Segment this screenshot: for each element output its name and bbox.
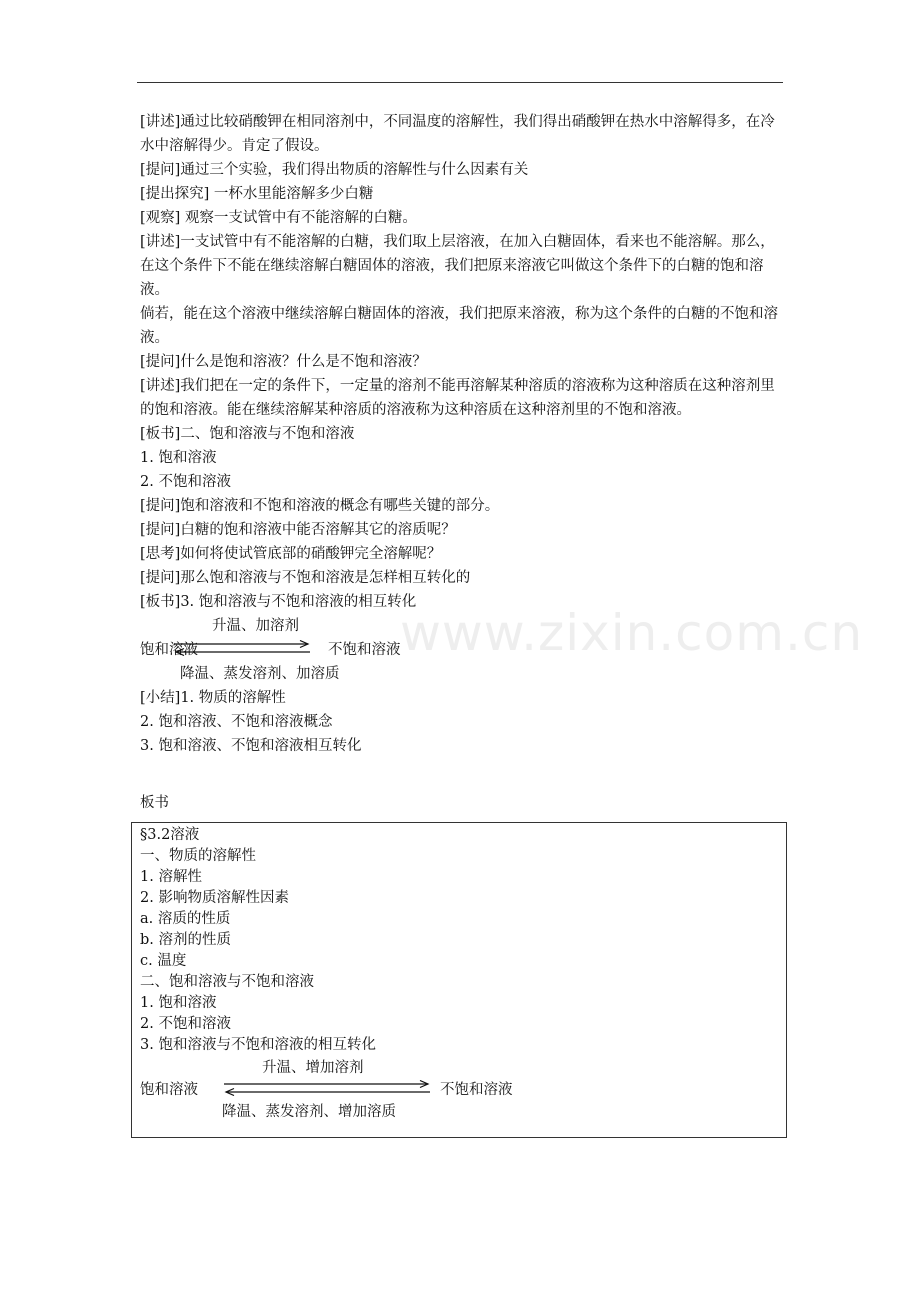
paragraph: [提问]通过三个实验，我们得出物质的溶解性与什么因素有关 xyxy=(140,162,529,178)
board-line: §3.2溶液 xyxy=(140,827,200,843)
paragraph: [提出探究] 一杯水里能溶解多少白糖 xyxy=(140,186,374,202)
paragraph: [观察] 观察一支试管中有不能溶解的白糖。 xyxy=(140,210,417,226)
summary-line: 2. 饱和溶液、不饱和溶液概念 xyxy=(140,714,333,730)
watermark: www.zixin.com.cn xyxy=(400,604,864,662)
board-line: 二、饱和溶液与不饱和溶液 xyxy=(140,974,314,990)
paragraph: [讲述]通过比较硝酸钾在相同溶剂中，不同温度的溶解性，我们得出硝酸钾在热水中溶解得多，在冷水中溶解得少。肯定了假设。 xyxy=(140,114,775,154)
paragraph: 倘若，能在这个溶液中继续溶解白糖固体的溶液，我们把原来溶液，称为这个条件的白糖的不饱和溶液。 xyxy=(140,306,778,346)
board-line: 1. 饱和溶液 xyxy=(140,995,217,1011)
lesson-content xyxy=(140,110,785,758)
board-line: c. 温度 xyxy=(140,953,187,969)
board-line: 2. 影响物质溶解性因素 xyxy=(140,890,289,906)
double-arrow-icon xyxy=(222,1080,432,1096)
paragraph: 2. 不饱和溶液 xyxy=(140,474,231,490)
board-heading: 板书 xyxy=(140,795,169,811)
board-line: 一、物质的溶解性 xyxy=(140,848,256,864)
board-conversion-left-label: 饱和溶液 xyxy=(140,1082,198,1098)
paragraph: [提问]白糖的饱和溶液中能否溶解其它的溶质呢？ xyxy=(140,522,456,538)
board-content xyxy=(140,825,740,1128)
paragraph: 1. 饱和溶液 xyxy=(140,450,217,466)
board-box xyxy=(131,822,787,1138)
paragraph: [板书]二、饱和溶液与不饱和溶液 xyxy=(140,426,355,442)
summary-line: [小结]1. 物质的溶解性 xyxy=(140,690,286,706)
paragraph: [板书]3. 饱和溶液与不饱和溶液的相互转化 xyxy=(140,594,417,610)
board-conversion-diagram xyxy=(140,1056,740,1128)
paragraph: [提问]什么是饱和溶液？什么是不饱和溶液？ xyxy=(140,354,427,370)
board-conversion-right-label: 不饱和溶液 xyxy=(440,1082,513,1098)
conversion-up-label: 升温、加溶剂 xyxy=(212,618,299,634)
board-line: 1. 溶解性 xyxy=(140,869,202,885)
paragraph: [思考]如何将使试管底部的硝酸钾完全溶解呢？ xyxy=(140,546,442,562)
double-arrow-icon xyxy=(172,640,312,656)
conversion-down-label: 降温、蒸发溶剂、加溶质 xyxy=(180,666,340,682)
paragraph: [提问]饱和溶液和不饱和溶液的概念有哪些关键的部分。 xyxy=(140,498,500,514)
paragraph: [讲述]我们把在一定的条件下，一定量的溶剂不能再溶解某种溶质的溶液称为这种溶质在这种溶剂里的饱和溶液。能在继续溶解某种溶质的溶液称为这种溶质在这种溶剂里的不饱和溶液。 xyxy=(140,378,775,418)
board-line: a. 溶质的性质 xyxy=(140,911,231,927)
board-line: 3. 饱和溶液与不饱和溶液的相互转化 xyxy=(140,1037,376,1053)
top-rule xyxy=(137,82,783,83)
summary-line: 3. 饱和溶液、不饱和溶液相互转化 xyxy=(140,738,362,754)
conversion-left-label: 饱和溶液 xyxy=(140,642,198,658)
board-line: b. 溶剂的性质 xyxy=(140,932,231,948)
board-line: 2. 不饱和溶液 xyxy=(140,1016,231,1032)
paragraph: [提问]那么饱和溶液与不饱和溶液是怎样相互转化的 xyxy=(140,570,471,586)
board-conversion-up-label: 升温、增加溶剂 xyxy=(262,1060,364,1076)
board-conversion-down-label: 降温、蒸发溶剂、增加溶质 xyxy=(222,1104,396,1120)
conversion-diagram xyxy=(140,614,785,686)
paragraph: [讲述]一支试管中有不能溶解的白糖，我们取上层溶液，在加入白糖固体，看来也不能溶解。那么，在这个条件下不能在继续溶解白糖固体的溶液，我们把原来溶液它叫做这个条件下的白糖的饱和溶液。 xyxy=(140,234,775,298)
conversion-right-label: 不饱和溶液 xyxy=(328,642,401,658)
